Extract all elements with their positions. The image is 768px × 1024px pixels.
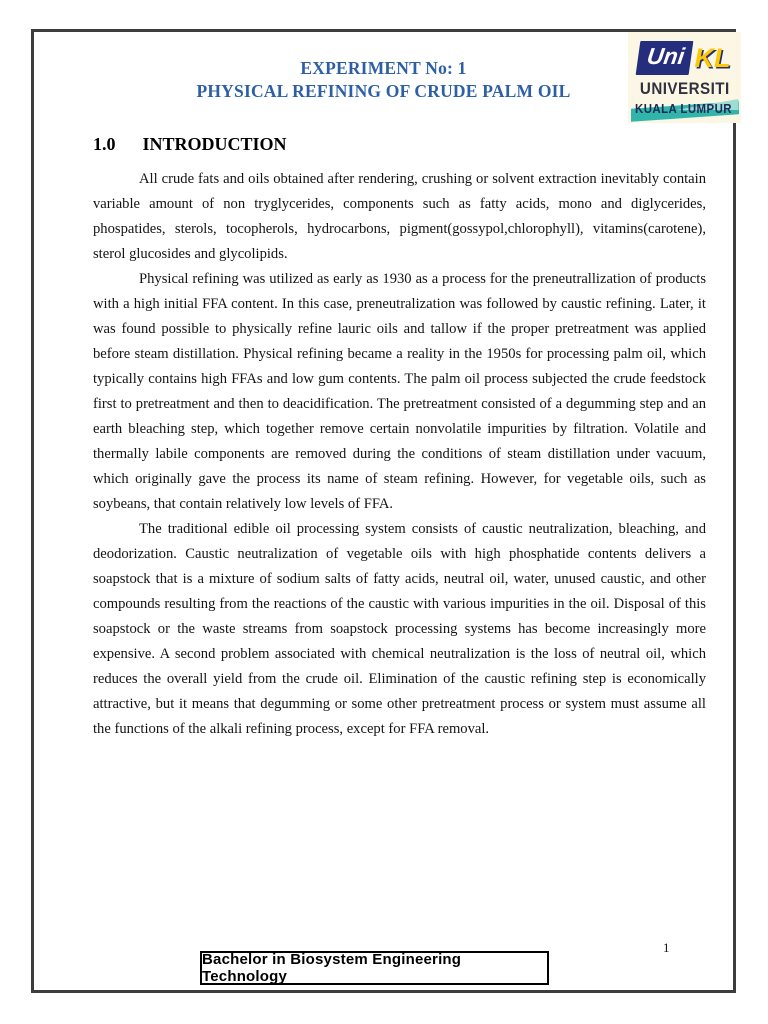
section-number: 1.0 (93, 134, 116, 154)
uni-logo-box (636, 41, 694, 75)
kl-logo-text: KL (694, 42, 731, 73)
footer-program-label: Bachelor in Biosystem Engineering Technology (202, 951, 462, 985)
logo-swoosh (631, 100, 739, 121)
paragraph-1: All crude fats and oils obtained after rendering, crushing or solvent extraction inevitably contain variable amount of non tryglycerides, components such as fatty acids, mono and diglycerides, phospatides, sterols, tocopherols, hydrocarbons, pigment(gossypol,chlorophyll), vitamins(carotene), sterol glucosides and glycolipids. (93, 171, 706, 262)
paragraph-3: The traditional edible oil processing system consists of caustic neutralization, bleaching, and deodorization. Caustic neutralization of vegetable oils with high phosphatide contents delivers a soapstock that is a mixture of sodium salts of fatty acids, neutral oil, water, unused caustic, and other compounds resulting from the reactions of the caustic with various impurities in the oil. Disposal of this soapstock or the waste streams from soapstock processing systems has become increasingly more expensive. A second problem associated with chemical neutralization is the loss of neutral oil, which reduces the overall yield from the crude oil. Elimination of the caustic refining step is economically attractive, but it means that degumming or some other pretreatment process or system must assume all the functions of the alkali refining process, except for FFA removal. (93, 521, 706, 737)
footer-program-box (200, 951, 549, 985)
logo-universiti-text: UNIVERSITI (639, 80, 730, 98)
experiment-title-line1: EXPERIMENT No: 1 (300, 58, 467, 78)
unikl-logo (628, 32, 741, 123)
uni-logo-text: Uni (645, 43, 687, 69)
introduction-body (93, 167, 706, 742)
unikl-wordmark (638, 37, 730, 79)
paragraph-2: Physical refining was utilized as early as 1930 as a process for the preneutrallization of products with a high initial FFA content. In this case, preneutralization was followed by caustic refining. Later, it was found possible to physically refine lauric oils and tallow if the proper pretreatment was applied before steam distillation. Physical refining became a reality in the 1950s for processing palm oil, which typically contains high FFAs and low gum contents. The palm oil process subjected the crude feedstock first to pretreatment and then to deacidification. The pretreatment consisted of a degumming step and an earth bleaching step, which together remove certain nonvolatile impurities by filtration. Volatile and thermally labile components are removed during the conditions of steam distillation under vacuum, which originally gave the process its name of steam refining. However, for vegetable oils, such as soybeans, that contain relatively low levels of FFA. (93, 271, 706, 512)
page-number: 1 (663, 940, 670, 955)
section-title: INTRODUCTION (142, 134, 287, 154)
section-heading (93, 134, 287, 155)
experiment-title-line2: PHYSICAL REFINING OF CRUDE PALM OIL (196, 81, 571, 101)
logo-kuala-lumpur-text: KUALA LUMPUR (634, 101, 732, 116)
